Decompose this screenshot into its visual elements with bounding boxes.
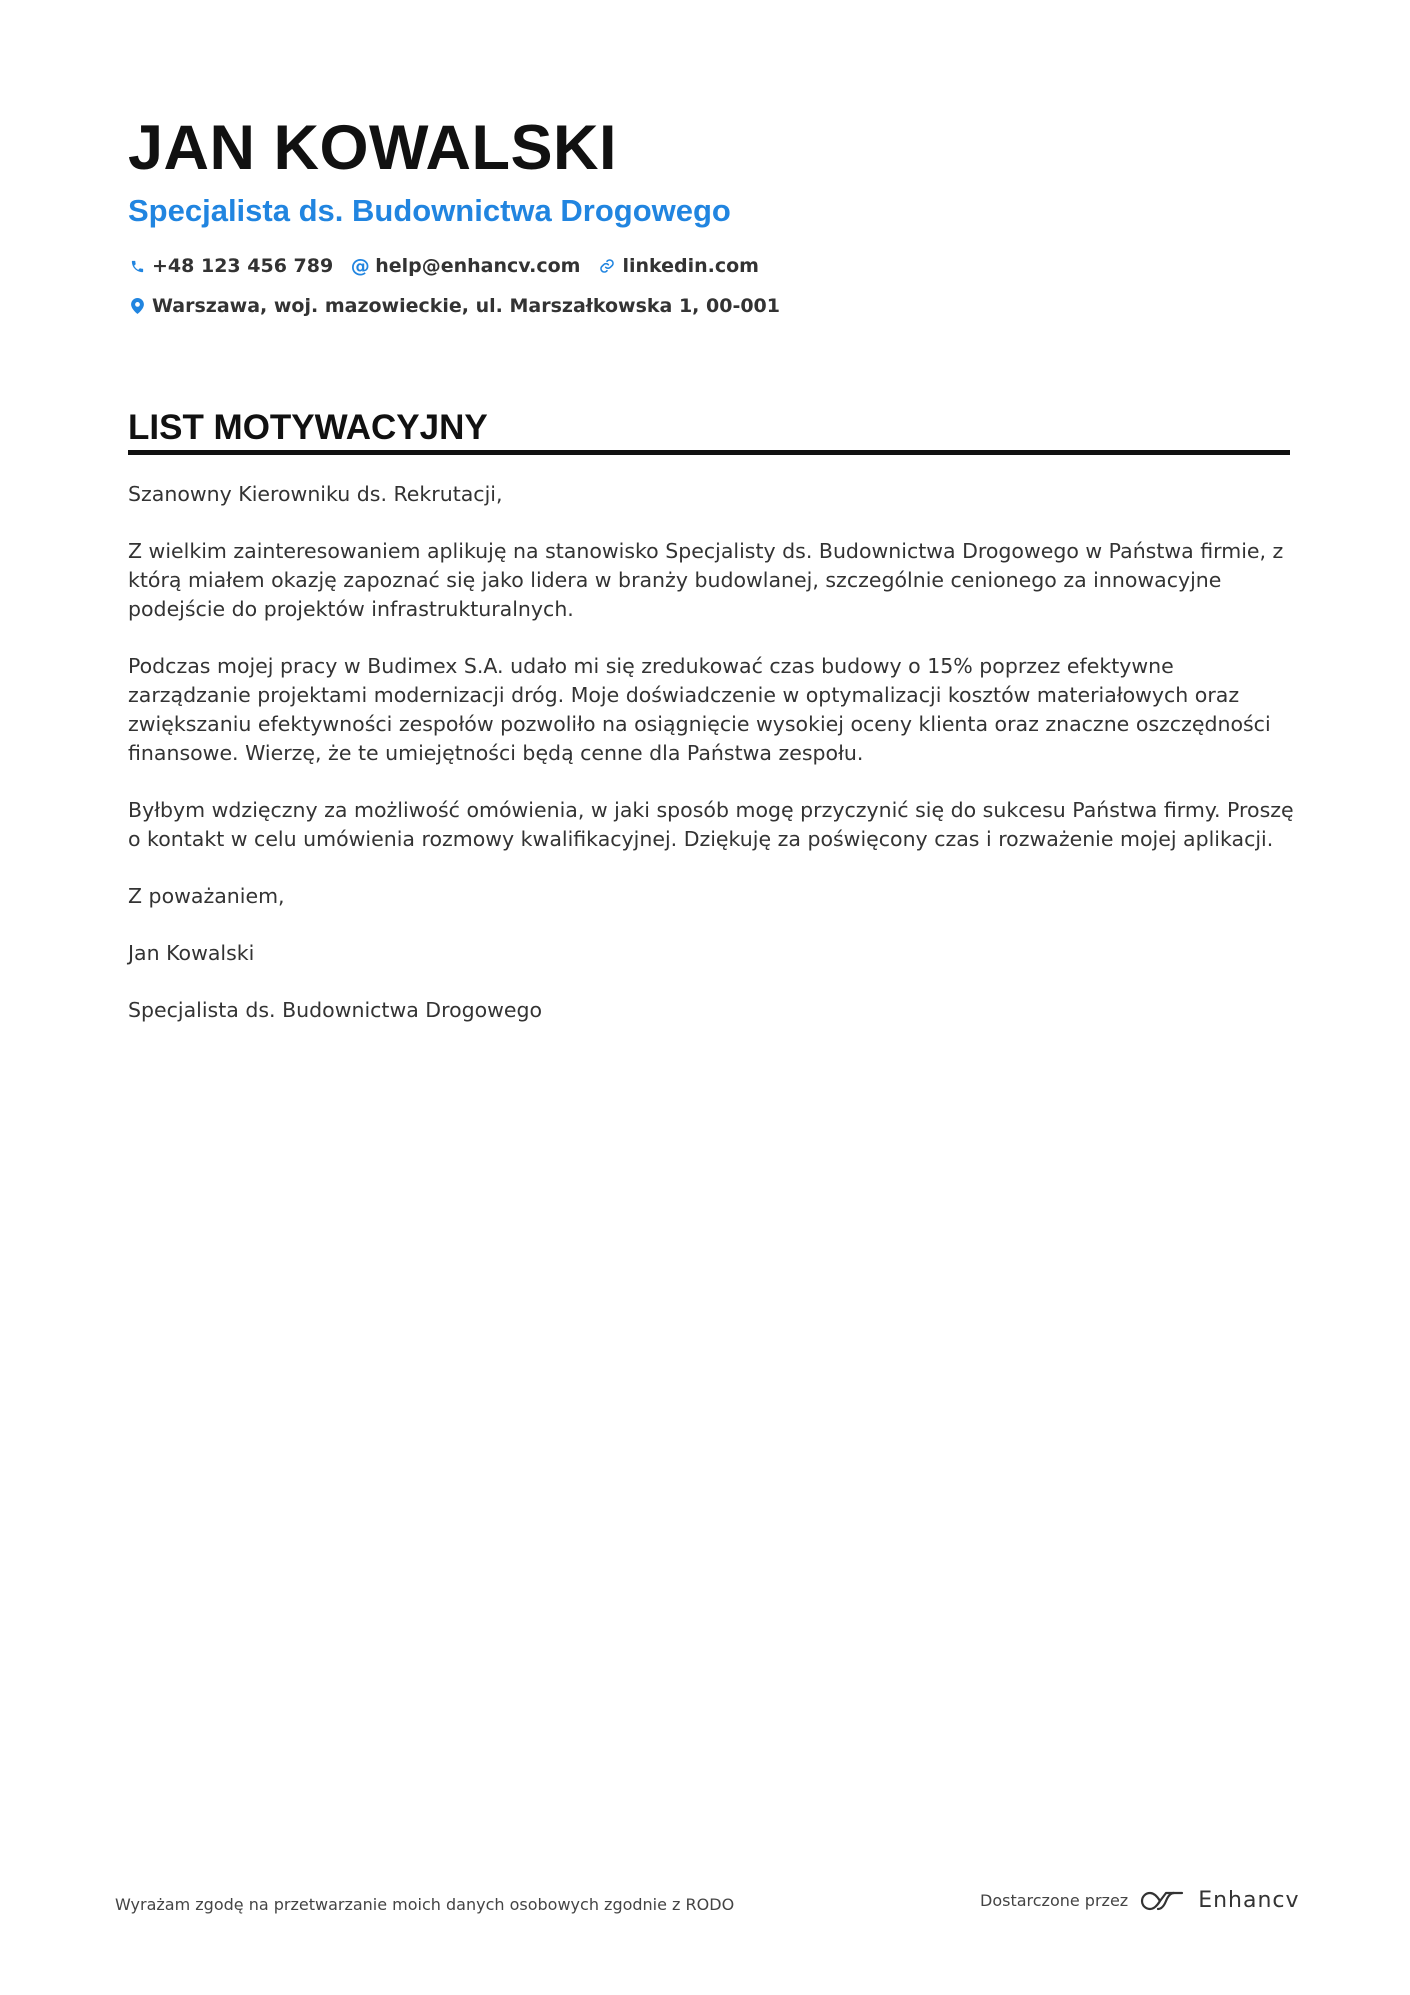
section-title: LIST MOTYWACYJNY [128, 408, 488, 447]
letter-greeting: Szanowny Kierowniku ds. Rekrutacji, [128, 482, 503, 506]
contact-website[interactable] [598, 252, 759, 280]
brand-name: Enhancv [1198, 1888, 1300, 1913]
phone-text: +48 123 456 789 [152, 255, 334, 277]
contact-row-primary [128, 252, 777, 280]
website-text: linkedin.com [622, 255, 759, 277]
section-divider [128, 450, 1290, 455]
contact-email[interactable] [351, 252, 580, 280]
powered-by[interactable] [980, 1889, 1300, 1913]
candidate-title: Specjalista ds. Budownictwa Drogowego [128, 193, 731, 228]
letter-paragraph: Podczas mojej pracy w Budimex S.A. udało mi się zredukować czas budowy o 15% poprzez efektywne zarządzanie projektami modernizacji dróg. Moje doświadczenie w optymalizacji kosztów materiałowych oraz zwiększaniu efektywności zespołów pozwoliło na osiągnięcie wysokiej oceny klienta oraz znaczne oszczędności finansowe. Wierzę, że te umiejętności będą cenne dla Państwa zespołu. [128, 654, 1271, 765]
letter-body [128, 480, 1298, 1053]
candidate-name: JAN KOWALSKI [128, 113, 618, 183]
phone-icon [128, 256, 146, 276]
signature-title: Specjalista ds. Budownictwa Drogowego [128, 998, 543, 1022]
address-text: Warszawa, woj. mazowieckie, ul. Marszałkowska 1, 00-001 [152, 295, 780, 317]
enhancv-logo-icon [1140, 1889, 1186, 1913]
letter-closing: Z poważaniem, [128, 884, 285, 908]
signature-name: Jan Kowalski [128, 941, 255, 965]
powered-by-label: Dostarczone przez [980, 1891, 1129, 1910]
at-icon: @ [350, 255, 370, 277]
letter-paragraph: Byłbym wdzięczny za możliwość omówienia, w jaki sposób mogę przyczynić się do sukcesu Państwa firmy. Proszę o kontakt w celu umówienia rozmowy kwalifikacyjnej. Dziękuję za poświęcony czas i rozważenie mojej aplikacji. [128, 798, 1294, 851]
link-icon [598, 256, 616, 276]
contact-row-address [128, 292, 798, 320]
gdpr-consent: Wyrażam zgodę na przetwarzanie moich danych osobowych zgodnie z RODO [115, 1895, 735, 1914]
location-pin-icon [128, 296, 146, 316]
letter-paragraph: Z wielkim zainteresowaniem aplikuję na stanowisko Specjalisty ds. Budownictwa Drogowego w Państwa firmie, z którą miałem okazję zapoznać się jako lidera w branży budowlanej, szczególnie cenionego za innowacyjne podejście do projektów infrastrukturalnych. [128, 539, 1284, 621]
email-text: help@enhancv.com [375, 255, 581, 277]
contact-phone[interactable] [128, 252, 333, 280]
contact-address [128, 292, 780, 320]
